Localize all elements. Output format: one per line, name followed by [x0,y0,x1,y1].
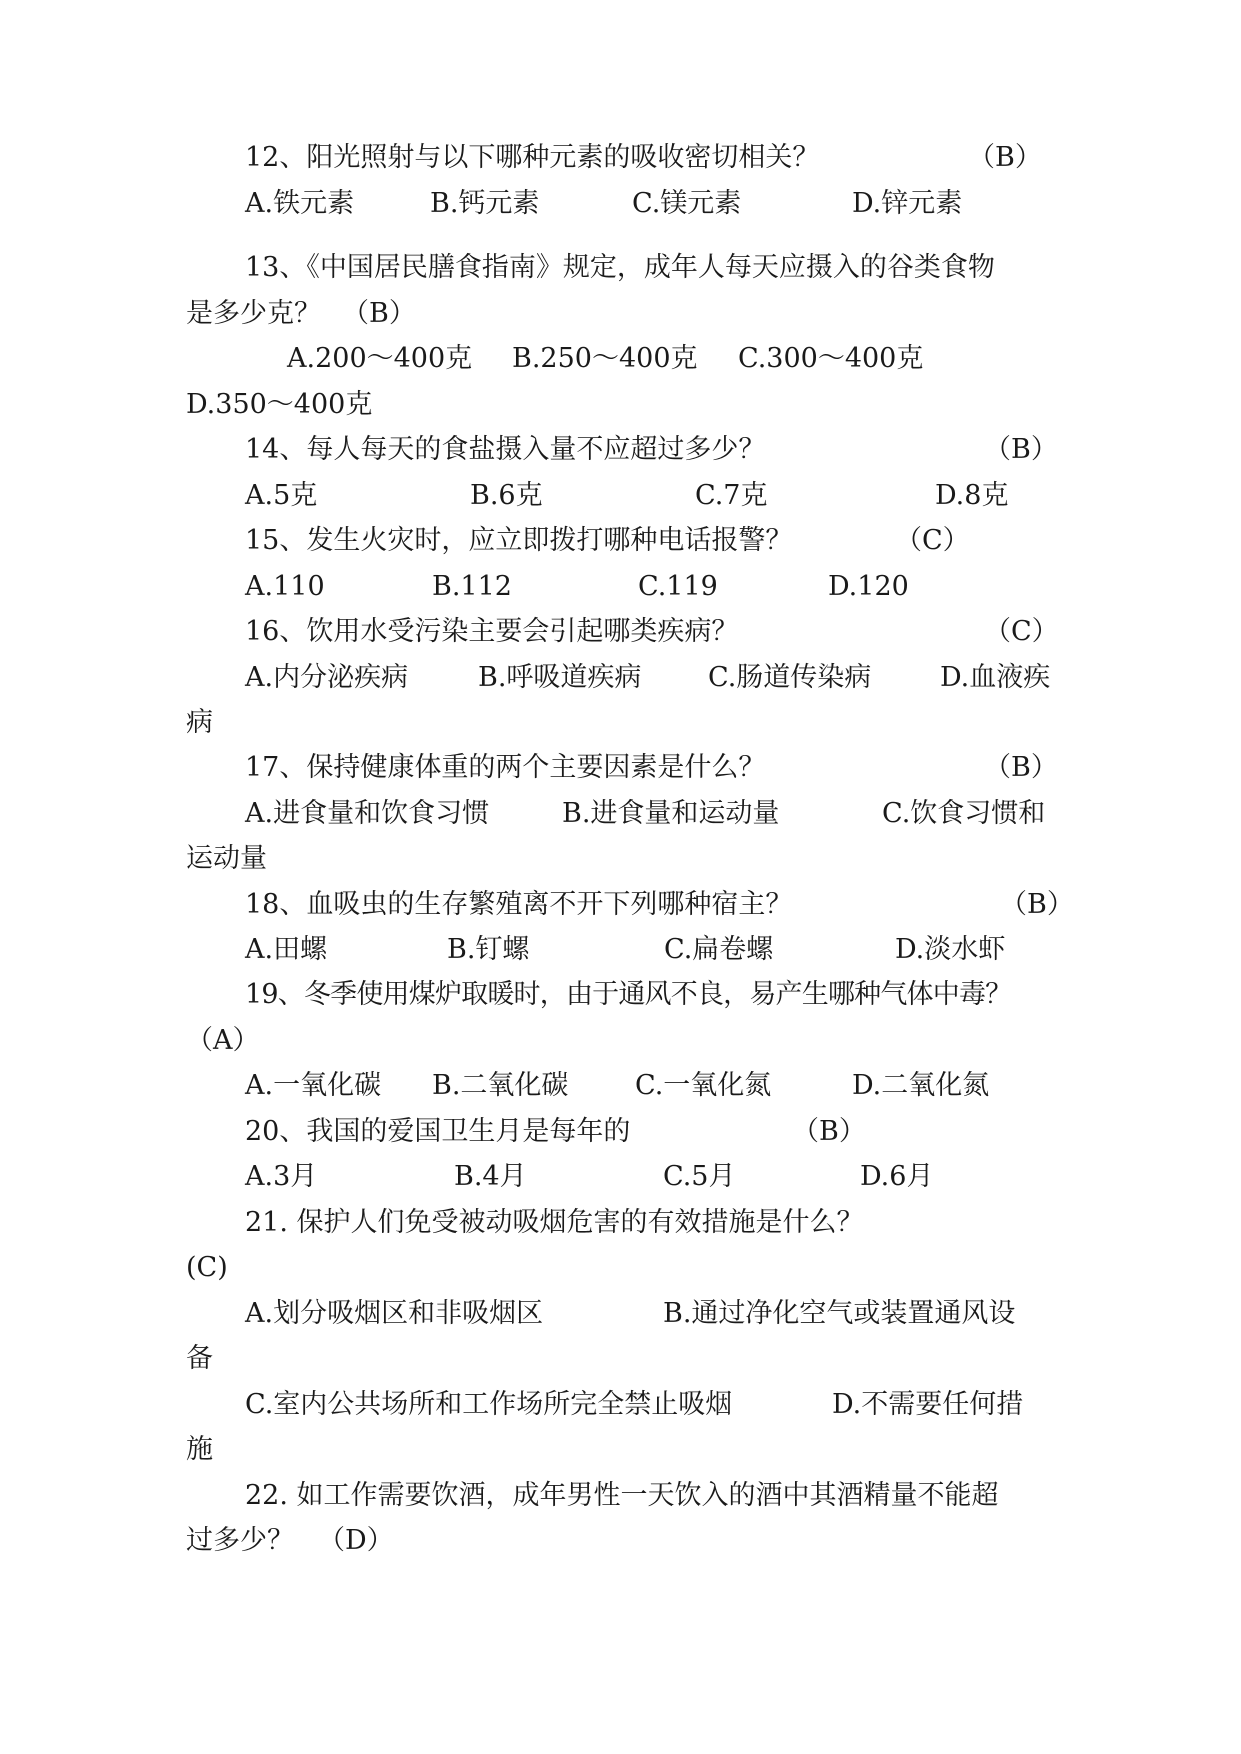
question-14-answer: （B） [984,434,1058,465]
question-22-stem-continued: 过多少？ [186,1525,294,1556]
question-22-stem-line-1 [0,1478,1241,1514]
option-a: A.一氧化碳 [245,1070,382,1101]
question-12-answer: （B） [968,142,1042,173]
question-19-stem-line [0,977,1241,1013]
question-19-options [0,1068,1241,1104]
question-13-stem-line-1 [0,250,1241,286]
option-a: A.划分吸烟区和非吸烟区 [245,1298,544,1329]
question-16-options-wrap [0,705,1241,741]
question-21-stem: 21. 保护人们免受被动吸烟危害的有效措施是什么？ [245,1207,864,1238]
question-13-options [0,341,1241,377]
option-c: C.饮食习惯和 [882,798,1046,829]
option-a: A.200～400克 [287,343,473,374]
option-c: C.室内公共场所和工作场所完全禁止吸烟 [245,1389,733,1420]
question-20-options [0,1159,1241,1195]
question-20-answer: （B） [792,1116,866,1147]
question-17-stem-line [0,750,1241,786]
option-a: A.110 [245,571,325,602]
question-21-options-cd-wrap [0,1432,1241,1468]
question-21-stem-line [0,1205,1241,1241]
option-d: D.120 [828,571,909,602]
option-b: B.112 [432,571,512,602]
question-17-options-wrap [0,841,1241,877]
question-17-answer: （B） [984,752,1058,783]
question-13-stem-continued: 是多少克？ [186,298,321,329]
question-16-options [0,660,1241,696]
question-15-options [0,569,1241,605]
option-d: D.二氧化氮 [852,1070,990,1101]
option-b: B.4月 [454,1161,527,1192]
option-d: D.6月 [860,1161,934,1192]
question-22-stem-line-2 [0,1523,1241,1559]
option-d: D.350～400克 [186,389,373,420]
question-22-answer: （D） [318,1525,394,1556]
option-d: D.不需要任何措 [832,1389,1024,1420]
question-21-answer-line [0,1250,1241,1286]
option-c: C.扁卷螺 [664,934,774,965]
question-19-answer: （A） [186,1025,260,1056]
option-b: B.钙元素 [430,188,540,219]
question-14-stem-line [0,432,1241,468]
option-c: C.一氧化氮 [635,1070,772,1101]
question-18-answer: （B） [1000,889,1074,920]
question-20-stem-line [0,1114,1241,1150]
option-a: A.3月 [245,1161,318,1192]
option-c: C.7克 [695,480,768,511]
question-15-stem: 15、发生火灾时，应立即拨打哪种电话报警？ [245,525,793,556]
option-d: D.锌元素 [852,188,963,219]
option-c: C.镁元素 [632,188,742,219]
question-13-stem: 13、《中国居民膳食指南》规定，成年人每天应摄入的谷类食物 [245,252,995,283]
option-c: C.肠道传染病 [708,662,872,693]
option-c: C.300～400克 [738,343,924,374]
question-19-stem: 19、冬季使用煤炉取暖时，由于通风不良，易产生哪种气体中毒？ [245,979,1012,1010]
question-16-answer: （C） [984,616,1059,647]
option-d: D.血液疾 [940,662,1051,693]
option-b: B.呼吸道疾病 [478,662,642,693]
option-b: B.通过净化空气或装置通风设 [663,1298,1016,1329]
question-13-options-wrap [0,387,1241,423]
question-14-stem: 14、每人每天的食盐摄入量不应超过多少？ [245,434,766,465]
option-a: A.田螺 [245,934,328,965]
option-d-continued: 病 [186,707,213,738]
question-21-options-ab [0,1296,1241,1332]
option-b: B.进食量和运动量 [562,798,780,829]
question-16-stem: 16、饮用水受污染主要会引起哪类疾病？ [245,616,739,647]
question-21-options-cd [0,1387,1241,1423]
question-13-stem-line-2 [0,296,1241,332]
question-21-answer: (C) [186,1252,228,1283]
option-c: C.119 [638,571,718,602]
question-18-options [0,932,1241,968]
question-20-stem: 20、我国的爱国卫生月是每年的 [245,1116,631,1147]
question-22-stem: 22. 如工作需要饮酒，成年男性一天饮入的酒中其酒精量不能超 [245,1480,999,1511]
question-14-options [0,478,1241,514]
option-d-continued: 施 [186,1434,213,1465]
question-17-stem: 17、保持健康体重的两个主要因素是什么？ [245,752,766,783]
option-a: A.进食量和饮食习惯 [245,798,490,829]
question-18-stem: 18、血吸虫的生存繁殖离不开下列哪种宿主？ [245,889,793,920]
option-d: D.8克 [935,480,1009,511]
question-15-answer: （C） [895,525,970,556]
option-b: B.250～400克 [512,343,698,374]
question-18-stem-line [0,887,1241,923]
question-13-answer: （B） [342,298,416,329]
option-d: D.淡水虾 [895,934,1006,965]
option-c: C.5月 [663,1161,736,1192]
question-16-stem-line [0,614,1241,650]
question-17-options [0,796,1241,832]
question-12-stem-line [0,140,1241,176]
question-12-stem: 12、阳光照射与以下哪种元素的吸收密切相关？ [245,142,820,173]
option-a: A.铁元素 [245,188,355,219]
option-a: A.5克 [245,480,318,511]
question-12-options [0,186,1241,222]
option-b: B.6克 [470,480,543,511]
option-b-continued: 备 [186,1343,213,1374]
option-c-continued: 运动量 [186,843,267,874]
question-21-options-ab-wrap [0,1341,1241,1377]
option-b: B.二氧化碳 [432,1070,569,1101]
question-19-answer-line [0,1023,1241,1059]
option-b: B.钉螺 [447,934,530,965]
option-a: A.内分泌疾病 [245,662,409,693]
question-15-stem-line [0,523,1241,559]
